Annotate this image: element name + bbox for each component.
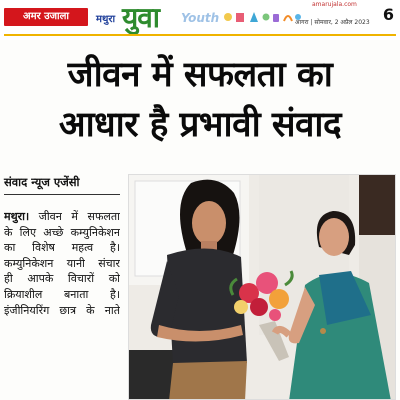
section-title-english: Youth xyxy=(181,11,220,25)
headline-line-2: आधार है प्रभावी संवाद xyxy=(58,105,342,145)
page-number: 6 xyxy=(382,5,394,24)
byline-divider xyxy=(4,194,120,195)
edition-city: मथुरा xyxy=(96,14,116,25)
youth-icons-strip-icon xyxy=(222,9,302,25)
section-title: युवा xyxy=(122,1,160,34)
website-url: amarujala.com xyxy=(312,1,357,8)
masthead-rule xyxy=(4,34,396,36)
byline: संवाद न्यूज एजेंसी xyxy=(4,175,80,189)
headline xyxy=(0,50,400,150)
dateline-place: मथुरा। xyxy=(4,210,30,223)
masthead xyxy=(0,0,400,40)
edition-date: आगरा | सोमवार, 2 अप्रैल 2023 xyxy=(295,19,370,26)
newspaper-logo: अमर उजाला xyxy=(4,8,88,26)
news-photo xyxy=(128,174,396,400)
article-body xyxy=(4,209,120,400)
photo-two-people-bouquet-icon xyxy=(129,175,396,400)
headline-line-1: जीवन में सफलता का xyxy=(67,55,333,95)
article-text: जीवन में सफलता के लिए अच्छे कम्युनिकेशन का विशेष महत्व है। कम्युनिकेशन यानी संचार ही आपके विचारों को क्रियाशील बनाता है। इंजीनियरिंग छात्र के नाते xyxy=(4,210,120,317)
